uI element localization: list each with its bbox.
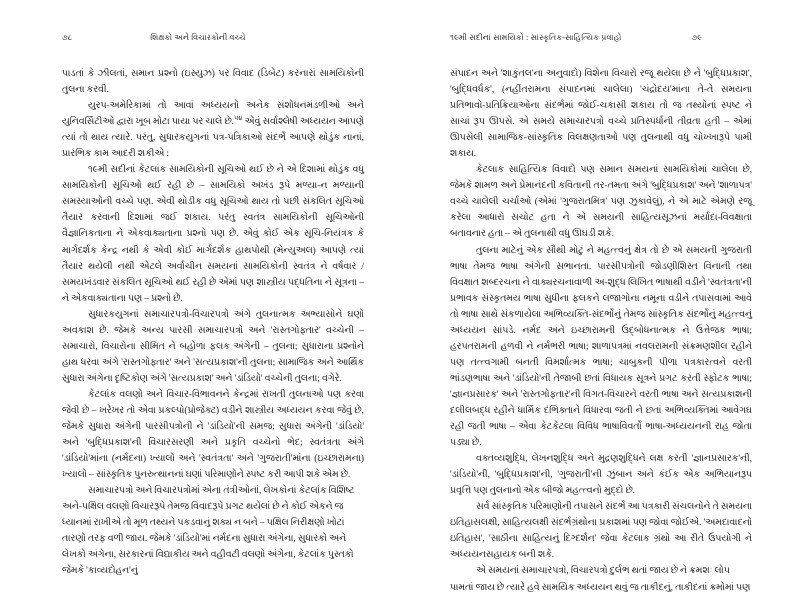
left-page-folio: ૭૮	[62, 33, 73, 42]
paragraph: સમાચારપત્રો અને વિચારપત્રોમાં એના તંત્રીઓનાં, લેખકોનાં કેટલાંક વિશિષ્ટ અને-પક્ષિલ વલણો વિચારરૂપે તેમજ વિવાદરૂપે પ્રગટ થયેલાં છે ને કોઈ એકને જ ધ્યાનમાં રાખીએ તો મૂળ તથ્યને પકડવાનું શક્ય ન બને – પક્ષિલ નિરીક્ષણો ખોટાં તારણો તરફ વળી જાય. જેમકે 'ડાંડિયો'માં નર્મદના સુધારા અંગેના, સુધારકો અને લેખકો અંગેના, સરકારનાં વિદ્યાકીય અને વહીવટી વલણો અંગેના, કેટલાંક પુસ્તકો જેમકે 'કાવ્યદોહન'નું	[62, 486, 355, 577]
paragraph: સંપાદન અને 'શાકુંતલ'ના અનુવાદો) વિશેના વિચારો રજૂ થયેલા છે ને 'બુદ્ધિપ્રકાશ', 'બુદ્ધિવર્ધક', (નહીંતરામના સંપાદનમાં ચાલેલા) 'ચંદ્રોદય'માંના તે-તે સમયના પ્રતિભાવો-પ્રતિક્રિયાઓના સંદર્ભમાં જોઈ-ચકાસી શકાય તો જ તથ્યોનાં સ્પષ્ટ ને સાચાં રૂપ ઊપસે. એ સમયે સમાચારપત્રો વચ્ચે પ્રતિસ્પર્ધાની તીવ્રતા હતી – એમાં ઊપસેલી સામાજિક-સાંસ્કૃતિક વિલક્ષણતાઓ પણ તુલનાથી વધુ ચોખ્ખારૂપે પામી શકાય.	[450, 69, 752, 160]
paragraph-text-continued: એવું સર્વાશ્લેષી અધ્યયન આપણે ત્યાં તો થાય ત્યારે. પરંતુ, સુધારકયુગનાં પત્ર-પત્રિકાઓ સંદર્ભે આપણે થોડુંક નાનાં, પ્રારંભિક કામ આદરી શકીએ :	[62, 117, 364, 160]
right-page-running-head	[450, 34, 752, 48]
paragraph: તુલના માટેનું એક સૌથી મોટું ને મહત્ત્વનું ક્ષેત્ર તો છે એ સમયની ગુજરાતી ભાષા તેમજ ભાષા અંગેની સભાનતા. પારસીપત્રોની જોડણીશિસ્ત વિનાની તથા વિવક્ષાત શબ્દરચના ને વાક્યરચનાવાળી અ-શુદ્ધ લિખિત ભાષાથી વડીને 'સ્વતંત્રતા'ની પ્રભાવક સંસ્કૃતમય ભાષા સુધીના ફલકને લજાગોના નમૂના વડીને તપાસવામાં આવે તો ભાષા સાથે સંકળાયેલા અભિવ્યક્તિ-સંદર્ભોનું તેમજ સાંસ્કૃતિક સંદર્ભોનું મહત્ત્વનું અધ્યયન સાંપડે. નર્મદ અને ઇચ્છારામની ઉદ્બોધનાત્મક ને ઉત્તેજક ભાષા; હરપતરામની હળવી ને નર્મભરી ભાષા; શાળાપત્રમાં નવલરામની સંક્રમણશીલ રહીને પણ તત્ત્વગામી બનતી વિમર્શાત્મક ભાષા; ચાબુકની પીળા પત્રકારત્વને વરતી ભાંડણભાષા અને 'ડાંડિયો'ની તેજાબી છતાં વિધાયક સૂત્રને પ્રગટ કરતી સ્ફોટક ભાષા; 'જ્ઞાનપ્રસારક' અને 'રાસ્તગોફ્તાર'ની વિગત-વિચારને વરતી ભાષા અને સત્યપ્રકાશની દલીલબદ્ધ રહીને ધાર્મિક દંભિક્તાને વિધારવા જતી ને છતાં અભિવ્યક્તિમાં આવેગઘ રહી જતી ભાષા – એવા કેટકેટલા વિવિધ ભાષાવિવર્તો ભાષા-અધ્યયનની રાહ જોતા પડ્યા છે.	[450, 245, 752, 449]
paragraph: પાડતાં કે ઝીલતાં, સમાન પ્રશ્નો (ઇસ્યુઝ) પર વિવાદ (ડિબેટ) કરનારાં સામયિકોની તુલના કરવી.	[62, 69, 364, 96]
left-page-body	[62, 66, 364, 580]
paragraph: કેટલાક સાહિત્યિક વિવાદો પણ સમાન સમયનાં સામયિકોમાં ચાલેલા છે, જેમકે શામળ અને પ્રેમાનંદની કવિતાની તર-તમતા અંગે 'બુદ્ધિપ્રકાશ' અને 'શાળાપત્ર' વચ્ચે ચાલેલી ચર્ચાઓ (એમાં 'ગુજરાતમિત્ર' પણ ઝુકાવેલું), ને એ માટે એમણે રજૂ કરેલા આધારો સચોટ હતા ને એ સમયની સાહિત્યસૂઝનાં મર્યાદા-વિવક્ષાતા બતાવનાર હતા – એ તુલનાથી વધુ ઊઘડી શકે.	[450, 165, 752, 240]
paragraph: વક્તવ્યશુદ્ધિ, લેખનશુદ્ધિ અને મુદ્રણશુદ્ધિને લક્ષ કરતી 'જ્ઞાનપ્રસારક'ની, 'ડાંડિયો'ની, 'બુદ્ધિપ્રકાશ'ની, 'ગુજરાતી'ની ઝુંબાન અને કંઈક એક અભિયાનરૂપ પ્રવૃત્તિ પણ તુલનાનો એક બીજો મહત્ત્વનો મુદ્દો છે.	[450, 454, 752, 497]
paragraph: સુધારકયુગનાં સમાચારપત્રો-વિચારપત્રો અંગે તુલનાત્મક અભ્યાસોને ઘણો અવકાશ છે. જેમકે અન્ય પારસી સમાચારપત્રો અને 'રાસ્તગોફ્તાર' વચ્ચેની – સમાચારો, વિચારોના સીમિત ને બહોળા ફલક અંગેની – તુલના; સુધારાના પ્રશ્નોને હાથ ધરવા અંગે 'રાસ્તગોફ્તાર' અને 'સત્યપ્રકાશ'ની તુલના; સામાજિક અને આર્થિક સુધારા અંગેના દૃષ્ટિકોણ અંગે 'સત્યપ્રકાશ' અને 'ડાંડિયો' વચ્ચેની તુલના; વગેરે.	[62, 309, 364, 384]
left-page-running-head-title: શિક્ષકો અને વિચારકોની વચ્ચે	[150, 33, 246, 42]
left-page	[0, 0, 400, 577]
paragraph: સર્વ સાંસ્કૃતિક પરિમાણોની તપાસને સંદર્ભે આ પત્રકારી સંચલનોને તે સમયના ઇતિહાસલક્ષી, સાહિત્યલક્ષી સંદર્ભગ્રંથોના પ્રકાશમાં પણ જોવા જોઈએ. 'અમદાવાદનો ઇતિહાસ', 'સાઠીના સાહિત્યનું દિગ્દર્શન' જેવા કેટલાક ગ્રંથો આ રીતે ઉપયોગી ને અધ્યયનસહાયક બની શકે.	[450, 502, 752, 561]
footnote-marker: ૫૪	[234, 115, 243, 123]
left-page-running-head	[62, 34, 364, 48]
right-page-folio: ૭૯	[691, 33, 703, 42]
paragraph-text: યુરપ-અમેરિકામાં તો આવાં અધ્યયનો અનેક સંશોધનમંડળીઓ અને યુનિવર્સિટીઓ દ્વારા ખૂબ મોટા પાયા પર ચાલે છે.	[62, 101, 364, 128]
paragraph: કેટલાંક વલણો અને વિચાર-વિભાવનને કેન્દ્રમાં રાખતી તુલનાઓ પણ કરવા જેવી છે – ખરેખર તો એવા પ્રકલ્પો(પ્રોજેક્ટ) વડીને શાસ્ત્રીય અધ્યયન કરવા જેવું છે, જેમકે સુધારા અંગેની પારસીપત્રોની ને 'ડાંડિયો'ની સમજ; સુધારા અંગેની 'ડાંડિયો' અને 'બુદ્ધિપ્રકાશ'ની વિચારસરણી અને પ્રકૃતિ વચ્ચેનો ભેદ; સ્વતંત્રતા અંગે 'ડાંડિયો'માંના (નર્મદના) ખ્યાલો અને 'સ્વતંત્રતા' અને 'ગુજરાતી'માંના (ઇચ્છારામના) ખ્યાલો – સાંસ્કૃતિક પુનરુત્થાનનાં ઘણાં પરિમાણોને સ્પષ્ટ કરી આપી શકે એમ છે.	[62, 389, 364, 481]
paragraph: એ સમયનાં સમાચારપત્રો, વિચારપત્રો દુર્લભ થતાં જાય છે ને ક્રમશઃ લોપ પામતાં જાય છે ત્યારે હવે સામયિક અધ્યયન થવું જ તાકીદનું, તાકીદનાં ક્રમોમાં પણ	[450, 566, 751, 593]
paragraph: ૧૯મી સદીનાં કેટલાંક સામયિકોની સૂચિઓ થઈ છે ને એ દિશામાં થોડુંક વધુ સામયિકોની સૂચિઓ થઈ રહી છે – સામયિકો અખંડ રૂપે મળ્યા-ન મળ્યાની સમસ્યાઓની વચ્ચે પણ. એવી થોડીક વધુ સૂચિઓ થાય તો પછી સંકલિત સૂચિઓ તૈયાર કરવાની દિશામાં જઈ શકાય. પરંતુ સ્વતંત્ર સામયિકોની સૂચિઓની વૈજ્ઞાનિકતાના ને એકવાક્યતાના પ્રશ્નો પણ છે. એવું કોઈ એક સૂચિ-નિયંત્રક કે માર્ગદર્શક કેન્દ્ર નથી કે એવી કોઈ માર્ગદર્શક હાથપોથી (મેન્યુઅલ) આપણે ત્યાં તૈયાર થયેલી નથી એટલે અર્વાચીન સમયનાં સામયિકોની સ્વતંત્ર ને વર્ષવાર / સમયખંડવાર સંકલિત સૂચિઓ થઈ રહી છે એમાં પણ શાસ્ત્રીય પદ્ધતિના ને સૂત્રના – ને એકવાક્યતાના પણ – પ્રશ્નો છે.	[62, 165, 364, 304]
right-page-body	[450, 66, 752, 596]
paragraph	[62, 98, 364, 162]
right-page-running-head-title: ૧૯મી સદીનાં સામયિકો : સાંસ્કૃતિક-સાહિત્યિક પ્રવાહો	[450, 33, 622, 42]
right-page	[400, 0, 800, 593]
